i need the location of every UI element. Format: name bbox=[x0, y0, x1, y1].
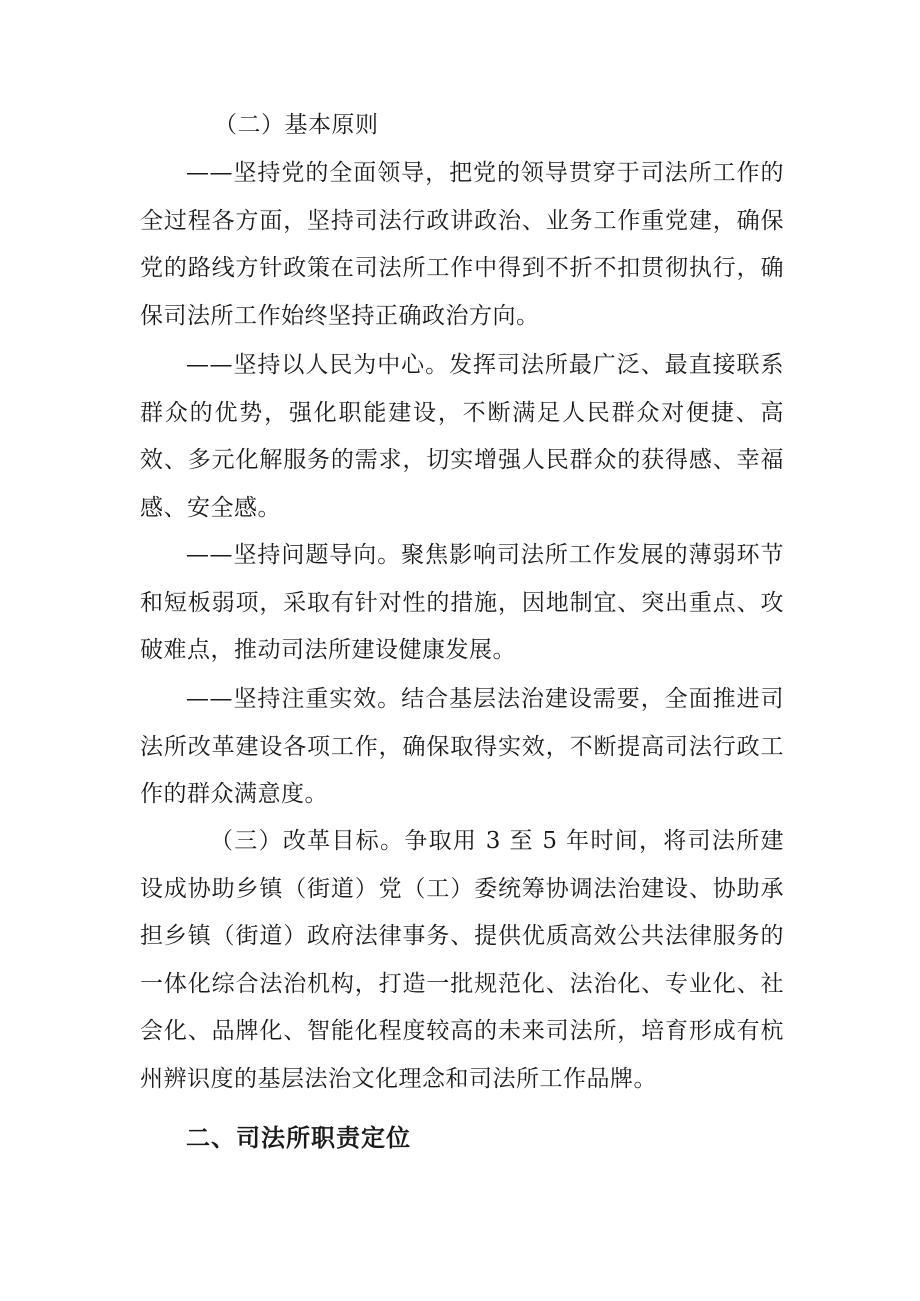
paragraph-effectiveness: ——坚持注重实效。结合基层法治建设需要，全面推进司法所改革建设各项工作，确保取得实效，不断提高司法行政工作的群众满意度。 bbox=[140, 686, 784, 807]
section-title: （二）基本原则 bbox=[214, 112, 379, 138]
paragraph-reform-goals: （三）改革目标。争取用 3 至 5 年时间，将司法所建设成协助乡镇（街道）党（工）委统筹协调法治建设、协助承担乡镇（街道）政府法律事务、提供优质高效公共法律服务的一体化综合法治机构，打造一批规范化、法治化、专业化、社会化、品牌化、智能化程度较高的未来司法所，培育形成有杭州辨识度的基层法治文化理念和司法所工作品牌。 bbox=[140, 828, 784, 1092]
paragraph-people-centered: ——坚持以人民为中心。发挥司法所最广泛、最直接联系群众的优势，强化职能建设，不断满足人民群众对便捷、高效、多元化解服务的需求，切实增强人民群众的获得感、幸福感、安全感。 bbox=[140, 352, 784, 521]
section-heading: 二、司法所职责定位 bbox=[186, 1124, 411, 1152]
paragraph-party-leadership: ——坚持党的全面领导，把党的领导贯穿于司法所工作的全过程各方面，坚持司法行政讲政治、业务工作重党建，确保党的路线方针政策在司法所工作中得到不折不扣贯彻执行，确保司法所工作始终坚持正确政治方向。 bbox=[140, 160, 784, 329]
paragraph-problem-oriented: ——坚持问题导向。聚焦影响司法所工作发展的薄弱环节和短板弱项，采取有针对性的措施，因地制宜、突出重点、攻破难点，推动司法所建设健康发展。 bbox=[140, 542, 784, 663]
